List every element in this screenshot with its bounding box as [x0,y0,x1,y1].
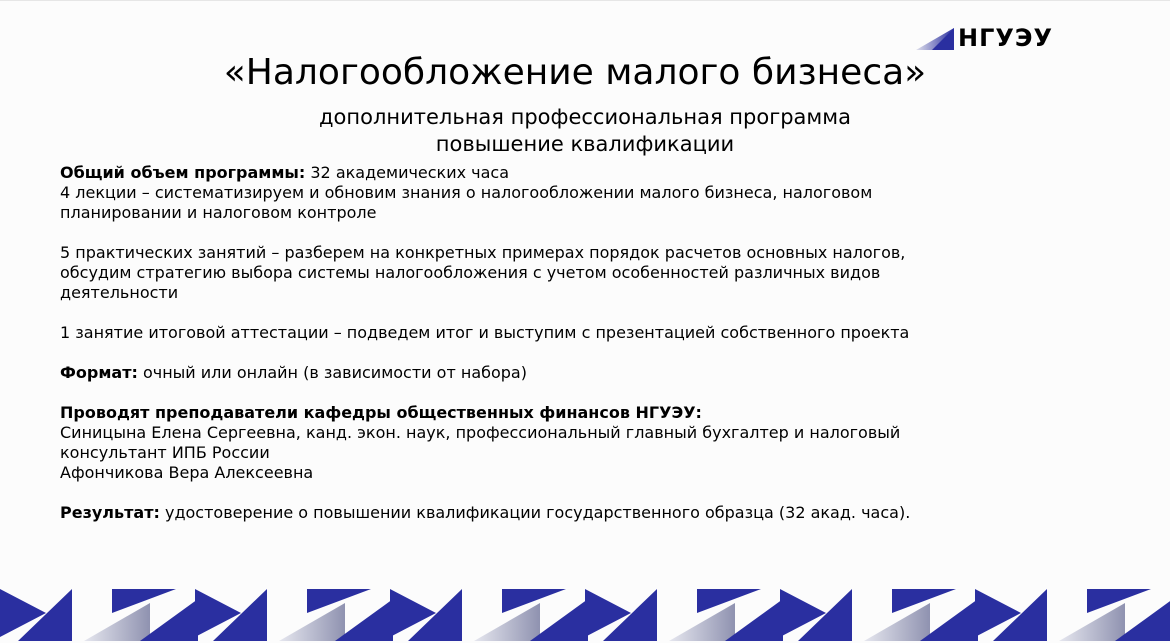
result-label: Результат: [60,503,160,522]
result-value: удостоверение о повышении квалификации государственного образца (32 акад. часа). [159,503,911,522]
logo-text: НГУЭУ [958,24,1053,52]
teacher-line-3: Афончикова Вера Алексеевна [60,463,314,482]
subtitle-line-2: повышение квалификации [435,132,735,156]
footer-triangle-pattern [0,579,1170,644]
practice-line-1: 5 практических занятий – разберем на конкретных примерах порядок расчетов основных налогов, [60,243,906,262]
program-subtitle [0,104,1170,158]
pattern-tile [0,589,198,641]
teachers-heading: Проводят преподаватели кафедры общественных финансов НГУЭУ: [60,403,702,422]
lectures-line-2: планировании и налоговом контроле [60,203,377,222]
teacher-line-1: Синицына Елена Сергеевна, канд. экон. наук, профессиональный главный бухгалтер и налоговый [60,423,901,442]
volume-label: Общий объем программы: [60,163,306,182]
lectures-line-1: 4 лекции – систематизируем и обновим знания о налогообложении малого бизнеса, налоговом [60,183,873,202]
logo-mark-icon [916,26,954,50]
volume-value: 32 академических часа [305,163,510,182]
volume-line [60,163,1140,183]
format-line [60,363,1140,383]
subtitle-line-1: дополнительная профессиональная программа [319,105,851,129]
teacher-line-2: консультант ИПБ России [60,443,270,462]
program-description [60,163,1140,523]
page-title: «Налогообложение малого бизнеса» [223,52,927,93]
format-label: Формат: [60,363,138,382]
format-value: очный или онлайн (в зависимости от набора) [137,363,527,382]
attestation-line: 1 занятие итоговой аттестации – подведем итог и выступим с презентацией собственного проекта [60,323,910,342]
practice-line-2: обсудим стратегию выбора системы налогообложения с учетом особенностей различных видов [60,263,881,282]
result-line [60,503,1140,523]
practice-line-3: деятельности [60,283,179,302]
